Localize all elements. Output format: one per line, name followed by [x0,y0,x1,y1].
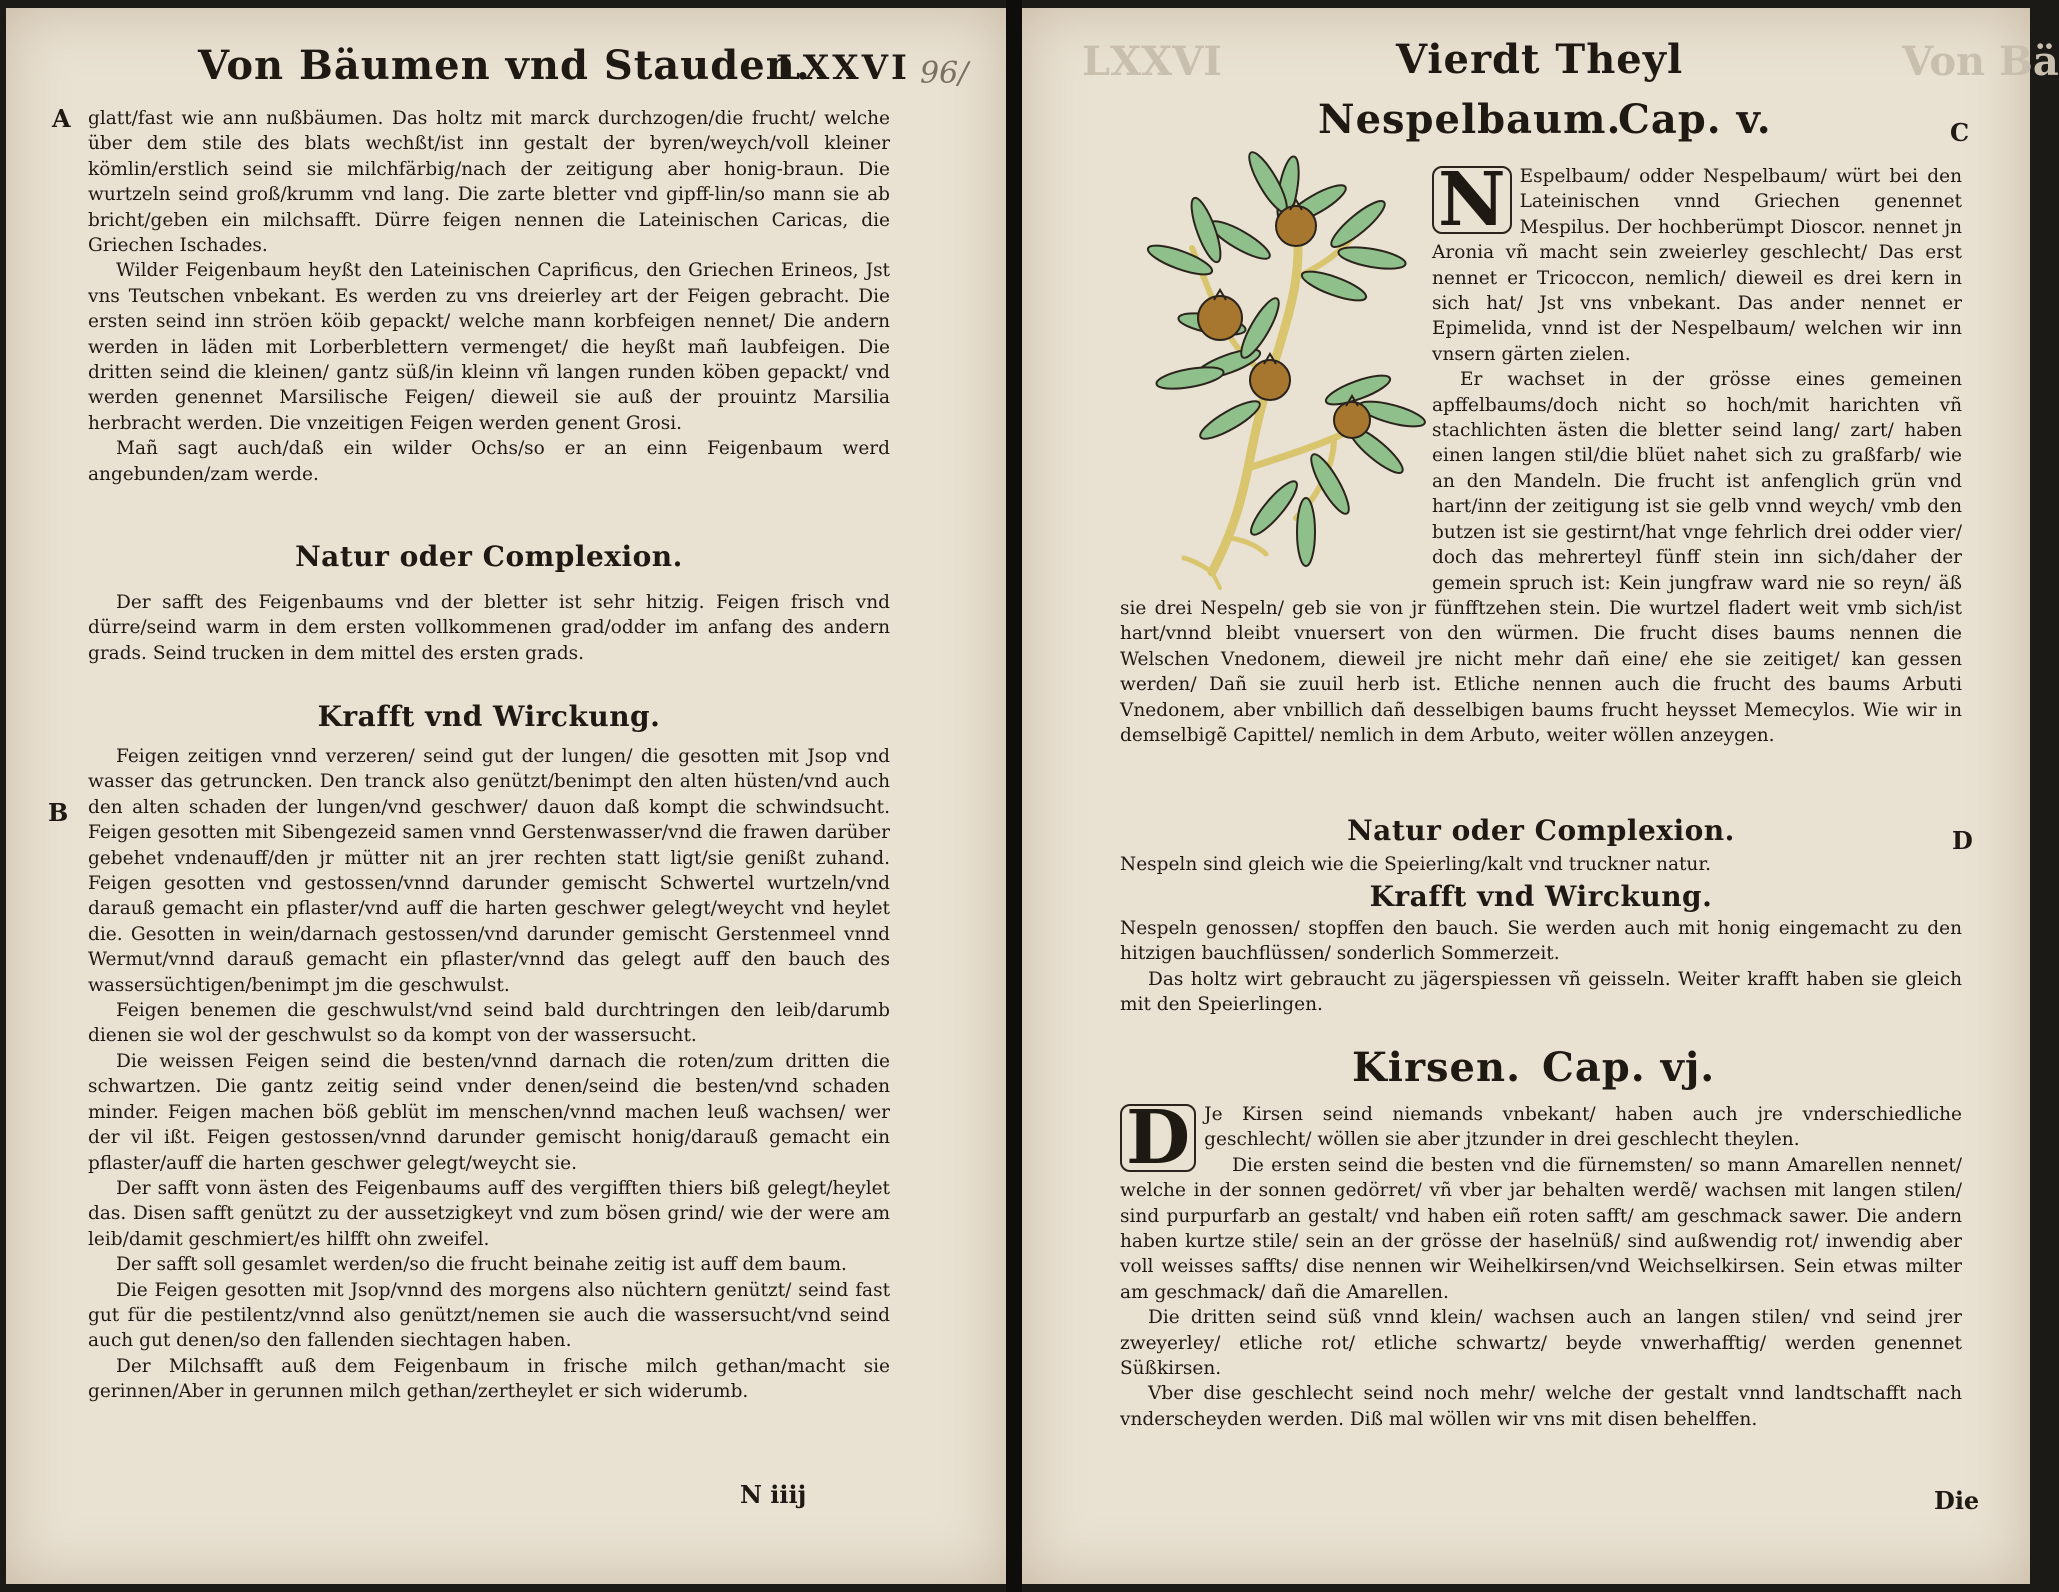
paragraph: Die Feigen gesotten mit Jsop/vnnd des morgens also nüchtern genützt/ seind fast gut für die pestilentz/vnnd also genützt/nemen sie auch die wassersucht/vnd seind auch gut denen/so den fallenden siechtagen haben. [88,1279,890,1352]
chapter2-text [1120,1095,1962,1432]
section-title-natur: Natur oder Complexion. [295,540,683,573]
section-title-krafft: Krafft vnd Wirckung. [1369,880,1713,913]
chapter-title-kirsen: Kirsen. [1352,1044,1522,1091]
book-gutter [1006,0,1022,1592]
paragraph: Je Kirsen seind niemands vnbekant/ haben auch jre vnderschiedliche geschlecht/ wöllen sie aber jtzunder in drei geschlecht theylen. [1204,1104,1962,1151]
drop-capital-n: N [1432,166,1512,234]
margin-letter-a: A [52,104,71,133]
paragraph: Der safft vonn ästen des Feigenbaums auff des vergifften thiers biß gelegt/heylet das. Disen safft genützt zu der aussetzigkeyt vnd zum bösen grind/ wie der were am leib/damit geschmiert/es hilfft ohn zweifel. [88,1177,890,1250]
left-folio: LXXVI [776,48,910,88]
kraft-text-block [1120,916,1962,1018]
illustration-float-space [1120,164,1432,584]
paragraph: Der Milchsafft auß dem Feigenbaum in frische milch gethan/macht sie gerinnen/Aber in gerunnen milch gethan/zertheylet er sich widerumb. [88,1355,890,1403]
paragraph: Feigen benemen die geschwulst/vnd seind bald durchtringen den leib/darumb dienen sie wol der geschwulst so da kompt von der wassersucht. [88,1000,890,1047]
paragraph: Der safft des Feigenbaums vnd der bletter ist sehr hitzig. Feigen frisch vnd dürre/seind warm in dem ersten vollkommenen grad/odder im anfang des andern grads. Seind trucken in dem mittel des ersten grads. [88,592,890,664]
catchword: Die [1934,1486,1980,1515]
paragraph: Die dritten seind süß vnnd klein/ wachsen auch an langen stilen/ vnd seind jrer zweyerley/ etliche rot/ etliche schwartz/ beyde vnwerhafftig/ werden genennet Süßkirsen. [1120,1307,1962,1380]
right-page [1022,8,2059,1584]
paragraph: Nespeln genossen/ stopffen den bauch. Sie werden auch mit honig eingemacht zu den hitzigen bauchflüssen/ sonderlich Sommerzeit. [1120,918,1962,965]
signature-mark: N iiij [740,1480,807,1509]
paragraph: Das holtz wirt gebraucht zu jägerspiessen vñ geisseln. Weiter krafft haben sie gleich mit den Speierlingen. [1120,968,1962,1016]
paragraph: Vber dise geschlecht seind noch mehr/ welche der gestalt vnnd landtschafft nach vnderscheyden werden. Diß mal wöllen wir vns mit disen behelffen. [1120,1383,1962,1430]
section-title-krafft: Krafft vnd Wirckung. [317,700,661,733]
chapter-title-nespelbaum: Nespelbaum. [1318,96,1622,143]
show-through-head: Von Bä [1902,38,2059,85]
chapter-number-vj: Cap. vj. [1542,1044,1716,1091]
left-top-text [88,106,890,487]
paragraph: Die ersten seind die besten vnd die fürnemsten/ so mann Amarellen nennet/ welche in der sonnen gedörret/ vñ vber jar behalten werdẽ/ wachsen mit langen stilen/ sind purpurfarb an gestalt/ vnd haben eiñ roten safft/ am geschmack sawer. Die andern haben kurtze stile/ sein an der grösse der haselnüß/ sind außwendig rot/ inwendig aber voll weisses saffts/ dise nennen wir Weihelkirsen/vnd Weichselkirsen. Sein etwas milter am geschmack/ dañ die Amarellen. [1120,1154,1962,1303]
paragraph: Feigen zeitigen vnnd verzeren/ seind gut der lungen/ die gesotten mit Jsop vnd wasser das getruncken. Den tranck also genützt/benimpt den alten hüsten/vnd auch den alten schaden der lungen/vnd geschwer/ dauon daß kompt die schwindsucht. Feigen gesotten mit Sibengezeid samen vnnd Gerstenwasser/vnd die frawen darüber gebehet vndenauff/den jr mütter nit an jrer rechten statt ligt/sie genißt zuhand. Feigen gesotten vnd gestossen/vnnd darunder gemischt Schwertel wurtzeln/vnd darauß gemacht ein pflaster/vnd auff die harten geschwer gelegt/weycht vnd heylet die. Gesotten in wein/darnach gestossen/vnd darunder gemischt Gerstenmeel vnnd Wermut/vnnd darauß gemacht ein pflaster/vnnd das gelegt auff den bauch des wassersüchtigen/benimpt jm die geschwulst. [88,746,890,996]
paragraph: Er wachset in der grösse eines gemeinen apffelbaums/doch nicht so hoch/mit harichten vñ stachlichten ästen die bletter seind lang/ zart/ haben einen langen stil/die blüet nahet sich zu graßfarb/ wie an den Mandeln. Die frucht ist anfenglich grün vnd hart/inn der zeitigung ist sie gelb vnnd weych/ vmb den butzen ist sie gestirnt/hat vnge fehrlich drei odder vier/ doch das mehrerteyl fünff stein inn sich/daher der gemein spruch ist: Kein jungfraw ward nie so reyn/ äß sie drei Nespeln/ geb sie von jr fünfftzehen stein. Die wurtzel fladert weit vmb sich/ist hart/vnnd bleibt vnuersert von den würmen. Die frucht dises baums nennen die Welschen Vnedonem, dieweil jre nicht mehr dañ eine/ ehe sie zeitiget/ kan gessen werden/ Dañ sie zuuil herb ist. Etliche nennen auch die frucht des baums Arbuti Vnedonem, aber vnbillich dañ desselbigen baums frucht heysset Memecylos. Wie wir in demselbigẽ Capittel/ nemlich in dem Arbuto, weiter wöllen anzeygen. [1120,369,1962,746]
paragraph: Die weissen Feigen seind die besten/vnnd darnach die roten/zum dritten die schwartzen. Die gantz zeitig seind vnder denen/seind die besten/vnd schaden minder. Feigen machen böß geblüt im menschen/vnnd machen leuß wachsen/ wer der vil ißt. Feigen gestossen/vnnd darunder gemischt honig/darauß gemacht ein pflaster/auff die harten geschwer gelegt/weycht sie. [88,1050,890,1174]
chapter1-text [1120,157,1962,748]
chapter-number-v: Cap. v. [1618,96,1772,143]
paragraph: glatt/fast wie ann nußbäumen. Das holtz mit marck durchzogen/die frucht/ welche über dem stile des blats wechßt/ist inn gestalt der byren/weych/voll kleiner kömlin/erstlich seind sie milchfärbig/nach der zeitigung aber honig-braun. Die wurtzeln seind groß/krumm vnd lang. Die zarte bletter vnd gipff-lin/so mann sie ab bricht/geben ein milchsafft. Dürre feigen nennen die Lateinischen Caricas, die Griechen Ischades. [88,108,890,257]
left-krafft-text [88,744,890,1405]
margin-letter-d: D [1952,826,1973,855]
paragraph: Espelbaum/ odder Nespelbaum/ würt bei den Lateinischen vnnd Griechen genennet Mespilus. Der hochberümpt Dioscor. nennet jn Aronia vñ macht sein zweierley geschlecht/ Das erst nennet er Tricoccon, nemlich/ dieweil es drei kern in sich hat/ Jst vns vnbekant. Das ander nennet er Epimelida, vnnd ist der Nespelbaum/ welchen wir inn vnsern gärten zielen. [1432,166,1962,365]
margin-letter-c: C [1950,118,1970,147]
paragraph: Nespeln sind gleich wie die Speierling/kalt vnd truckner natur. [1120,854,1712,875]
section-title-natur: Natur oder Complexion. [1347,814,1735,847]
margin-letter-b: B [48,798,69,827]
show-through-folio: LXXVI [1082,38,1222,85]
nat-text-block [1120,852,1962,877]
paragraph: Der safft soll gesamlet werden/so die frucht beinahe zeitig ist auff dem baum. [116,1254,847,1276]
left-running-head: Von Bäumen vnd Stauden. [198,42,811,89]
drop-capital-d: D [1120,1104,1196,1172]
paragraph: Wilder Feigenbaum heyßt den Lateinischen Caprificus, den Griechen Erineos, Jst vns Teutschen vnbekant. Es werden zu vns dreierley art der Feigen gebracht. Die ersten seind inn ströen köib gepackt/ welche mann korbfeigen nennet/ Die andern werden in läden mit Lorberblettern vermenget/ die heyßt mañ laubfeigen. Die dritten seind die kleinen/ gantz süß/in kleinn vñ langen runden köben gepackt/ vnd werden genennet Marsilische Feigen/ dieweil sie auß der prouintz Marsilia herbracht werden. Die vnzeitigen Feigen werden genent Grosi. [88,260,890,434]
paragraph: Mañ sagt auch/daß ein wilder Ochs/so er an einn Feigenbaum werd angebunden/zam werde. [88,438,890,485]
left-page [6,8,1006,1584]
manuscript-note: 96/ [920,56,969,91]
left-natur-text [88,590,890,666]
right-running-head: Vierdt Theyl [1396,36,1684,83]
